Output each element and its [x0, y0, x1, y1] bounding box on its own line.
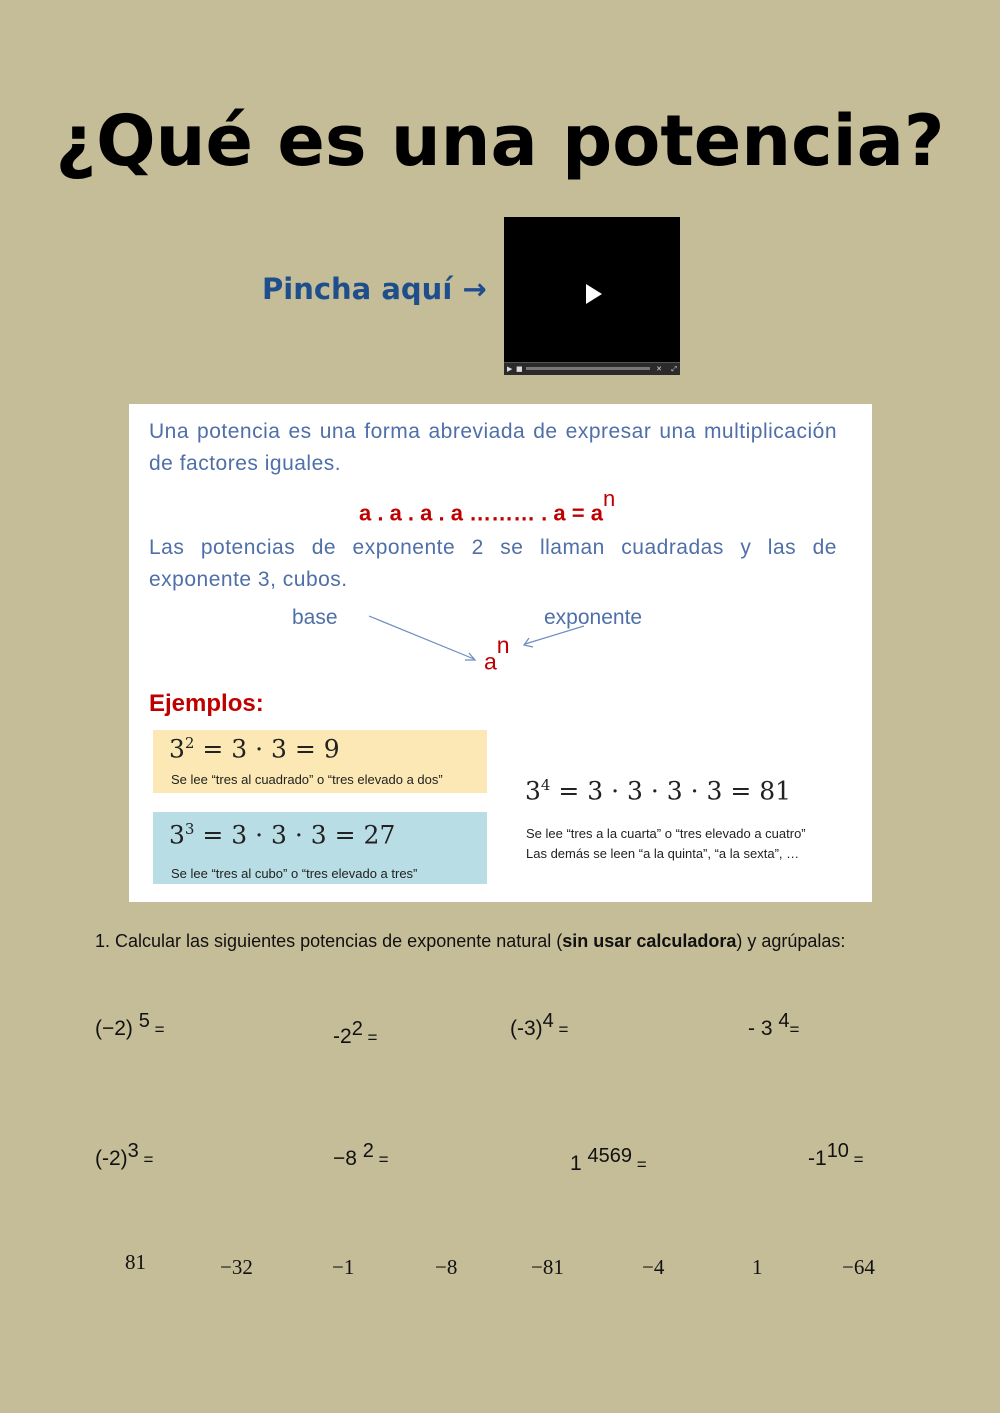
exercise-2: $-2^2$ =	[333, 1018, 378, 1048]
example-square-note: Se lee “tres al cuadrado” o “tres elevado a dos”	[171, 772, 443, 787]
fullscreen-icon[interactable]: ⤢	[671, 365, 677, 373]
page-title: ¿Qué es una potencia?	[55, 100, 945, 182]
answer-tile[interactable]: −64	[842, 1255, 875, 1279]
exercise-1: (−2) $^5$ =	[95, 1010, 165, 1040]
volume-icon[interactable]: ✕	[656, 365, 662, 373]
base-arrow	[369, 616, 474, 659]
answer-tile[interactable]: −1	[332, 1255, 355, 1279]
exercise-5: $(-2)^3$ =	[95, 1140, 154, 1170]
instruction-bold: sin usar calculadora	[562, 931, 737, 951]
other-powers-note: Las demás se leen “a la quinta”, “a la sexta”, …	[526, 846, 800, 861]
example-cube-note: Se lee “tres al cubo” o “tres elevado a tres”	[171, 866, 418, 881]
video-progress-track[interactable]	[526, 367, 650, 370]
example-square-box	[153, 730, 487, 793]
example-cube-box	[153, 812, 487, 884]
general-formula: a . a . a . a ……… . $a = a^n$	[359, 486, 616, 526]
squares-cubes-text: Las potencias de exponente 2 se llaman cuadradas y las de exponente 3, cubos.	[149, 536, 837, 591]
ejemplos-heading: Ejemplos:	[149, 690, 264, 717]
example-square-equation: $3^2 = 3 \cdot 3 = 9$	[169, 734, 340, 764]
small-play-icon[interactable]: ▶	[507, 365, 513, 373]
answer-tile[interactable]: −32	[220, 1255, 253, 1279]
answer-tile[interactable]: −8	[435, 1255, 458, 1279]
exercise-instruction: 1. Calcular las siguientes potencias de exponente natural (sin usar calculadora) y agrúpalas:	[95, 931, 846, 951]
exercise-4: - 3 $^4$=	[748, 1010, 800, 1040]
answer-tile[interactable]: 81	[125, 1250, 146, 1274]
arrow-right-icon: →	[462, 272, 487, 306]
exercise-3: $(-3)^4$ =	[510, 1010, 569, 1040]
link-label: Pincha aquí	[262, 272, 453, 306]
video-player[interactable]	[504, 217, 680, 375]
definition-text: Una potencia es una forma abreviada de expresar una multiplicación de factores iguales.	[149, 420, 837, 475]
base-label: base	[292, 606, 338, 629]
power-notation: $a^n$	[484, 632, 510, 675]
exponente-arrow	[525, 626, 584, 644]
example-fourth-equation: $3^4 = 3 \cdot 3 \cdot 3 \cdot 3 = 81$	[525, 776, 792, 806]
answer-tile[interactable]: 1	[752, 1255, 763, 1279]
pincha-aqui-link[interactable]	[262, 272, 487, 306]
play-icon[interactable]	[584, 283, 604, 305]
formula-exponent: n	[602, 486, 616, 511]
stop-icon[interactable]: ■	[516, 365, 523, 373]
example-cube-equation: $3^3 = 3 \cdot 3 \cdot 3 = 27$	[169, 820, 396, 850]
exercise-6: −8 $^2$ =	[333, 1140, 389, 1170]
exponente-label: exponente	[544, 606, 643, 629]
answer-tile[interactable]: −4	[642, 1255, 665, 1279]
exercise-7: 1 $^{4569}$ =	[570, 1145, 647, 1175]
exercise-8: $-1^{10}$ =	[808, 1140, 864, 1170]
example-fourth-note: Se lee “tres a la cuarta” o “tres elevado a cuatro”	[526, 826, 806, 841]
answer-tile[interactable]: −81	[531, 1255, 564, 1279]
definition-panel	[129, 404, 872, 902]
video-control-bar	[504, 362, 680, 375]
